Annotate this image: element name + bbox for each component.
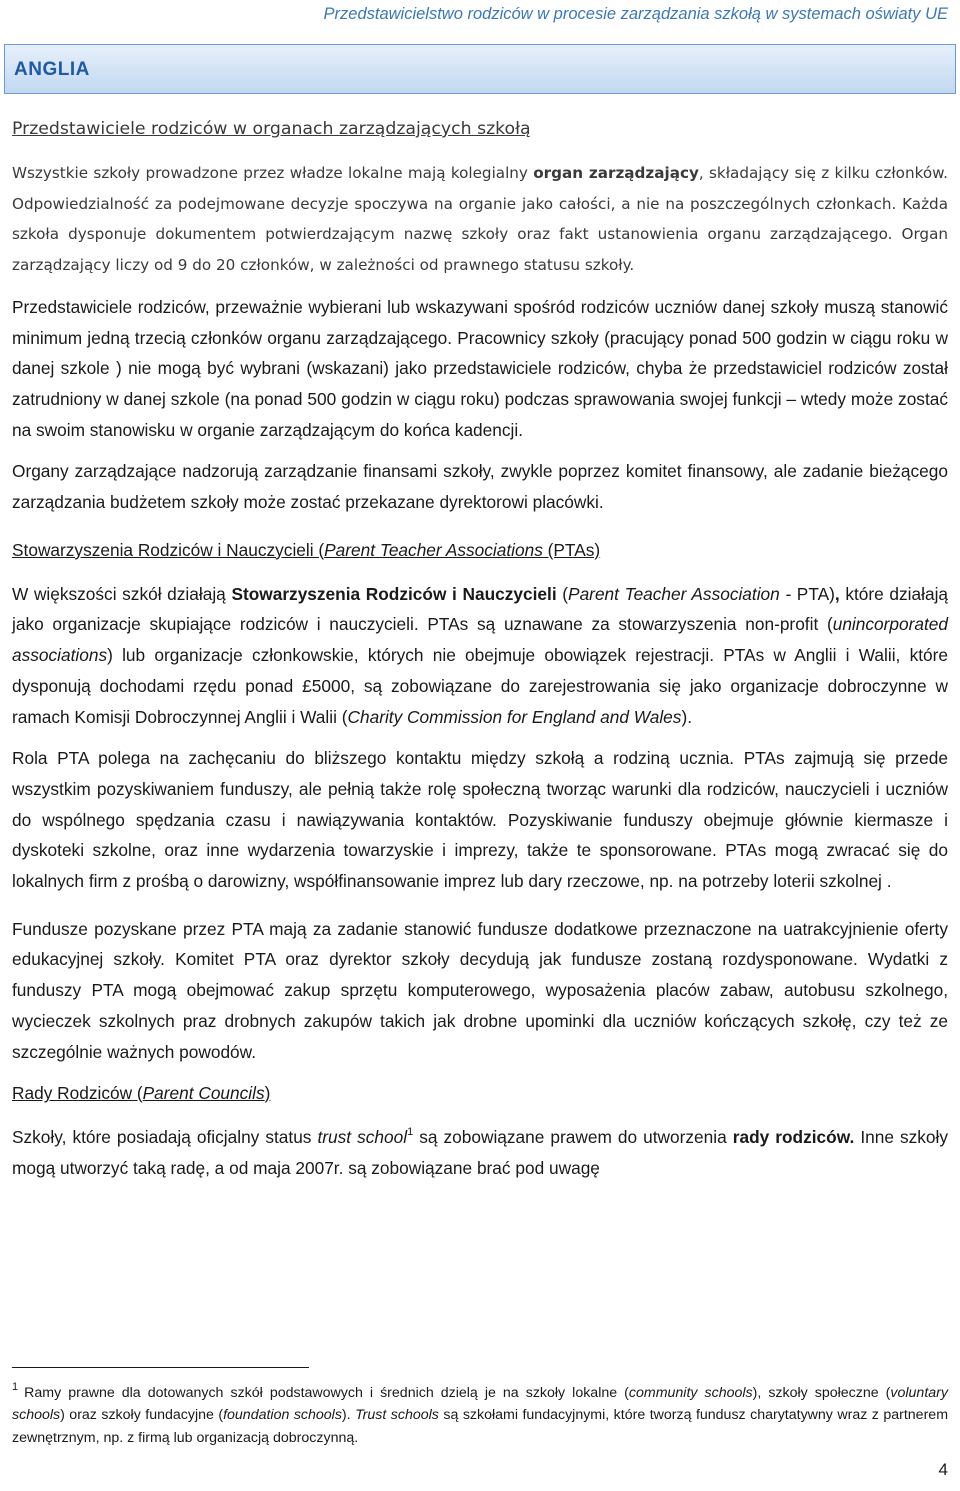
text-run: W większości szkół działają — [12, 583, 232, 604]
italic-term: Charity Commission for England and Wales — [347, 706, 682, 727]
bold-term-councils: rady rodziców. — [732, 1127, 855, 1148]
text-run: Rady Rodziców ( — [12, 1083, 143, 1104]
text-run: są zobowiązane prawem do utworzenia — [413, 1127, 733, 1148]
italic-term: Parent Councils — [142, 1083, 265, 1104]
text-run: (PTAs) — [542, 539, 601, 560]
text-run: ) lub organizacje członkowskie, których nie obejmuje obowiązek rejestracji. PTAs w Anglii i Walii, które dysponują dochodami rzędu ponad £5000, są zobowiązane do zarejestrowania się jako organizacje dobroczynne w ramach Komisji Dobroczynnej Anglii i Walii ( — [12, 645, 948, 727]
paragraph-pta-role: Rola PTA polega na zachęcaniu do bliższego kontaktu między szkołą a rodziną ucznia. PTAs zajmują się przede wszystkim pozyskiwaniem funduszy, ale pełnią także rolę społeczną tworząc warunki dla rodziców, nauczycieli i uczniów do wspólnego spędzania czasu i nawiązywania kontaktów. Pozyskiwanie funduszy obejmuje głównie kiermasze i dyskoteki szkolne, oraz inne wydarzenia towarzyskie i imprezy, także te sponsorowane. PTAs mogą zwracać się do lokalnych firm z prośbą o darowizny, współfinansowanie imprez lub dary rzeczowe, np. na potrzeby loterii szkolnej . — [12, 748, 948, 892]
text-run: PTA) — [791, 583, 835, 604]
bold-term-organ: organ zarządzający — [533, 164, 699, 182]
bold-comma: , — [834, 583, 840, 604]
footnote-reference[interactable]: 1 — [407, 1126, 414, 1139]
italic-term: community schools — [628, 1385, 753, 1401]
section-heading-governing-bodies: Przedstawiciele rodziców w organach zarządzających szkołą — [12, 119, 531, 139]
page-number: 4 — [938, 1460, 948, 1479]
text-run: są szkołami fundacyjnymi, które tworzą fundusz charytatywny wraz z partnerem zewnętrznym, np. z firmą lub organizacją dobroczynną. — [12, 1407, 949, 1446]
text-run: Ramy prawne dla dotowanych szkół podstawowych i średnich dzielą je na szkoły lokalne ( — [24, 1385, 629, 1401]
text-run: Stowarzyszenia Rodziców i Nauczycieli ( — [12, 539, 325, 560]
text-run: ) — [264, 1083, 271, 1104]
text-run: Inne szkoły mogą utworzyć taką radę, a od maja 2007r. są zobowiązane brać pod uwagę — [12, 1127, 949, 1178]
text-run: które działają jako organizacje skupiające rodziców i nauczycieli. PTAs są uznawane za stowarzyszenia non-profit ( — [12, 583, 949, 635]
italic-term: Parent Teacher Association - — [568, 583, 792, 604]
paragraph-parent-representatives: Przedstawiciele rodziców, przeważnie wybierani lub wskazywani spośród rodziców uczniów danej szkoły muszą stanowić minimum jedną trzecią członków organu zarządzającego. Pracownicy szkoły (pracujący ponad 500 godzin w ciągu roku w danej szkole ) nie mogą być wybrani (wskazani) jako przedstawiciele rodziców, chyba że przedstawiciel rodziców został zatrudniony w danej szkole (na ponad 500 godzin w ciągu roku) podczas sprawowania swojej funkcji – wtedy może zostać na swoim stanowisku w organie zarządzającym do końca kadencji. — [12, 296, 948, 440]
text-run: Szkoły, które posiadają oficjalny status — [12, 1127, 318, 1148]
italic-term: Parent Teacher Associations — [324, 539, 543, 560]
italic-term: foundation schools — [223, 1407, 342, 1424]
italic-term: trust school — [317, 1127, 408, 1148]
section-heading-pta — [12, 535, 948, 566]
bold-term-pta: Stowarzyszenia Rodziców i Nauczycieli — [231, 583, 557, 604]
paragraph-pta-intro — [12, 579, 948, 733]
document-body — [12, 114, 948, 1184]
country-title: ANGLIA — [14, 59, 90, 80]
text-run: ). — [341, 1407, 356, 1424]
italic-term: Trust schools — [355, 1407, 439, 1424]
text-run: ) oraz szkoły fundacyjne ( — [60, 1407, 224, 1424]
text-run: ( — [556, 583, 569, 604]
country-banner — [4, 44, 956, 94]
footnote-separator — [12, 1367, 309, 1368]
text-run: Wszystkie szkoły prowadzone przez władze lokalne mają kolegialny — [12, 164, 534, 182]
running-header: Przedstawicielstwo rodziców w procesie zarządzania szkołą w systemach oświaty UE — [323, 5, 948, 23]
paragraph-pta-funds: Fundusze pozyskane przez PTA mają za zadanie stanowić fundusze dodatkowe przeznaczone na uatrakcyjnienie oferty edukacyjnej szkoły. Komitet PTA oraz dyrektor szkoły decydują jak fundusze zostaną rozdysponowane. Wydatki z funduszy PTA mogą obejmować zakup sprzętu komputerowego, wyposażenia placów zabaw, autobusu szkolnego, wycieczek szkolnych praz drobnych zakupów takich jak drobne upominki dla uczniów kończących szkołę, czy też ze szczególnie ważnych powodów. — [12, 918, 948, 1062]
text-run: ), szkoły społeczne ( — [752, 1385, 891, 1401]
section-heading-parent-councils — [12, 1078, 948, 1109]
text-run: ). — [681, 706, 692, 727]
italic-term: unincorporated associations — [12, 614, 948, 666]
italic-term: voluntary schools — [12, 1385, 948, 1424]
paragraph-governing-body — [12, 158, 948, 281]
paragraph-finance: Organy zarządzające nadzorują zarządzanie finansami szkoły, zwykle poprzez komitet finansowy, ale zadanie bieżącego zarządzania budżetem szkoły może zostać przekazane dyrektorowi placówki. — [12, 461, 948, 513]
footnote-number: 1 — [12, 1381, 19, 1393]
footnote — [12, 1376, 948, 1449]
paragraph-parent-councils — [12, 1122, 948, 1183]
text-run: , składający się z kilku członków. Odpowiedzialność za podejmowane decyzje spoczywa na organie jako całości, a nie na poszczególnych członkach. Każda szkoła dysponuje dokumentem potwierdzającym nazwę szkoły oraz fakt ustanowienia organu zarządzającego. Organ zarządzający liczy od 9 do 20 członków, w zależności od prawnego statusu szkoły. — [12, 164, 948, 275]
